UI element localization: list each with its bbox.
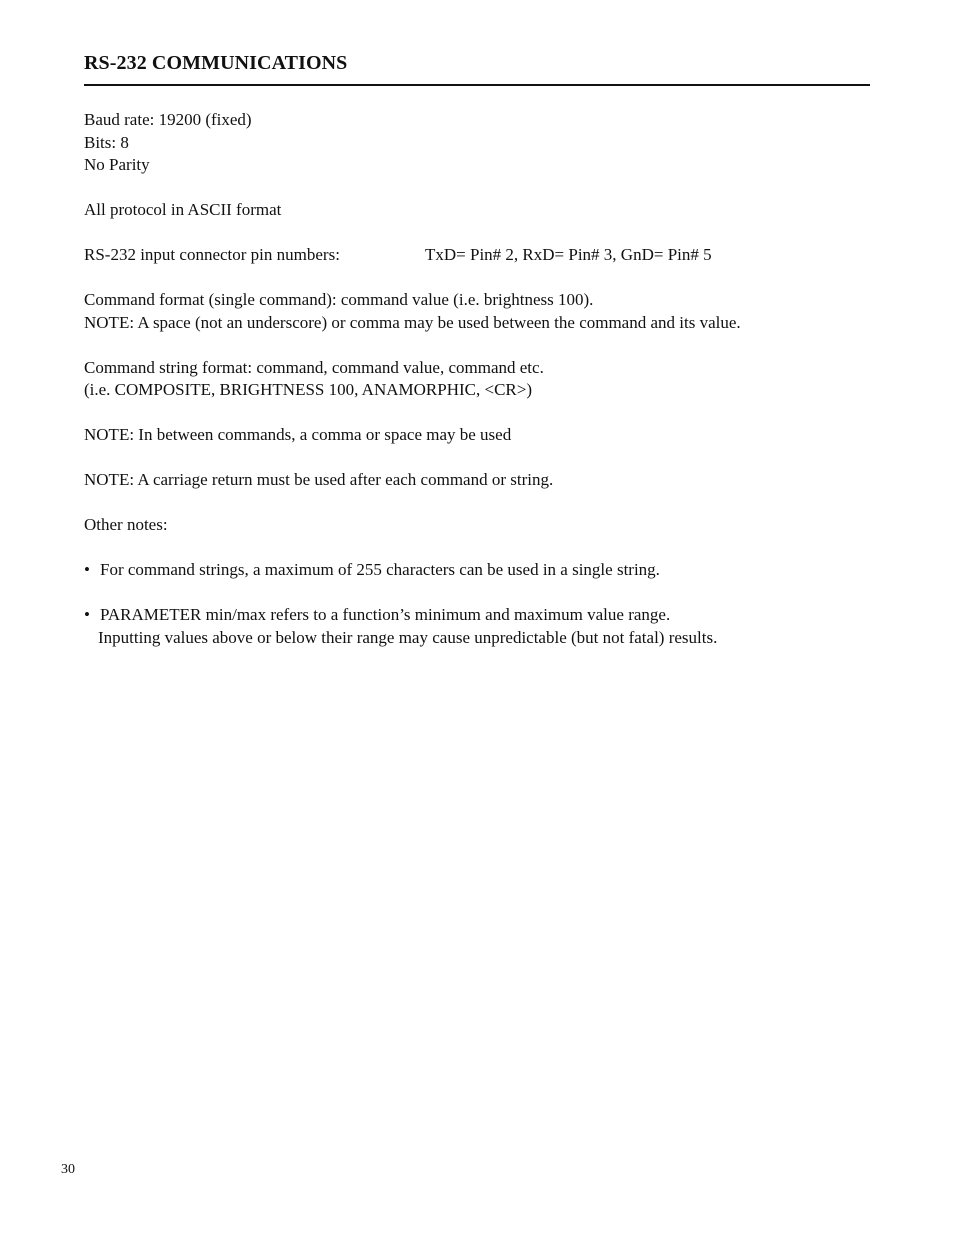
bullet-item-body bbox=[100, 604, 717, 649]
between-commands-note-block bbox=[84, 424, 874, 447]
page-number: 30 bbox=[61, 1162, 75, 1177]
connector-pins-row bbox=[84, 244, 874, 267]
carriage-return-note: NOTE: A carriage return must be used after each command or string. bbox=[84, 470, 554, 489]
connector-pins-label: RS-232 input connector pin numbers: bbox=[84, 245, 340, 264]
bullet-item-body bbox=[100, 559, 660, 582]
command-format-block bbox=[84, 289, 874, 334]
bullet-item-text-continued: Inputting values above or below their range may cause unpredictable (but not fatal) results. bbox=[98, 627, 718, 647]
other-notes-heading: Other notes: bbox=[84, 515, 168, 534]
command-string-text: Command string format: command, command value, command etc. bbox=[84, 357, 544, 377]
bullet-item bbox=[84, 559, 874, 582]
page-title: RS-232 COMMUNICATIONS bbox=[84, 52, 348, 74]
command-string-example: (i.e. COMPOSITE, BRIGHTNESS 100, ANAMORPHIC, <CR>) bbox=[84, 380, 532, 399]
title-divider bbox=[84, 84, 870, 86]
connector-pins-value: TxD= Pin# 2, RxD= Pin# 3, GnD= Pin# 5 bbox=[425, 245, 712, 264]
command-string-block bbox=[84, 357, 874, 402]
bullet-item-text: For command strings, a maximum of 255 characters can be used in a single string. bbox=[100, 560, 660, 579]
between-commands-note: NOTE: In between commands, a comma or space may be used bbox=[84, 425, 512, 444]
baud-rate-text: Baud rate: 19200 (fixed) bbox=[84, 110, 252, 129]
command-format-text: Command format (single command): command value (i.e. brightness 100). bbox=[84, 290, 594, 309]
command-format-note: NOTE: A space (not an underscore) or comma may be used between the command and its value. bbox=[84, 312, 741, 332]
parity-text: No Parity bbox=[84, 155, 150, 174]
bullet-icon: • bbox=[84, 560, 90, 579]
protocol-block bbox=[84, 199, 874, 222]
protocol-text: All protocol in ASCII format bbox=[84, 200, 282, 219]
carriage-return-note-block bbox=[84, 469, 874, 492]
document-body bbox=[84, 109, 874, 672]
serial-settings bbox=[84, 109, 874, 177]
bits-text: Bits: 8 bbox=[84, 132, 129, 152]
bullet-item bbox=[84, 604, 874, 649]
bullet-icon: • bbox=[84, 605, 90, 624]
other-notes-heading-block bbox=[84, 514, 874, 537]
bullet-item-text: PARAMETER min/max refers to a function’s minimum and maximum value range. bbox=[100, 605, 671, 624]
